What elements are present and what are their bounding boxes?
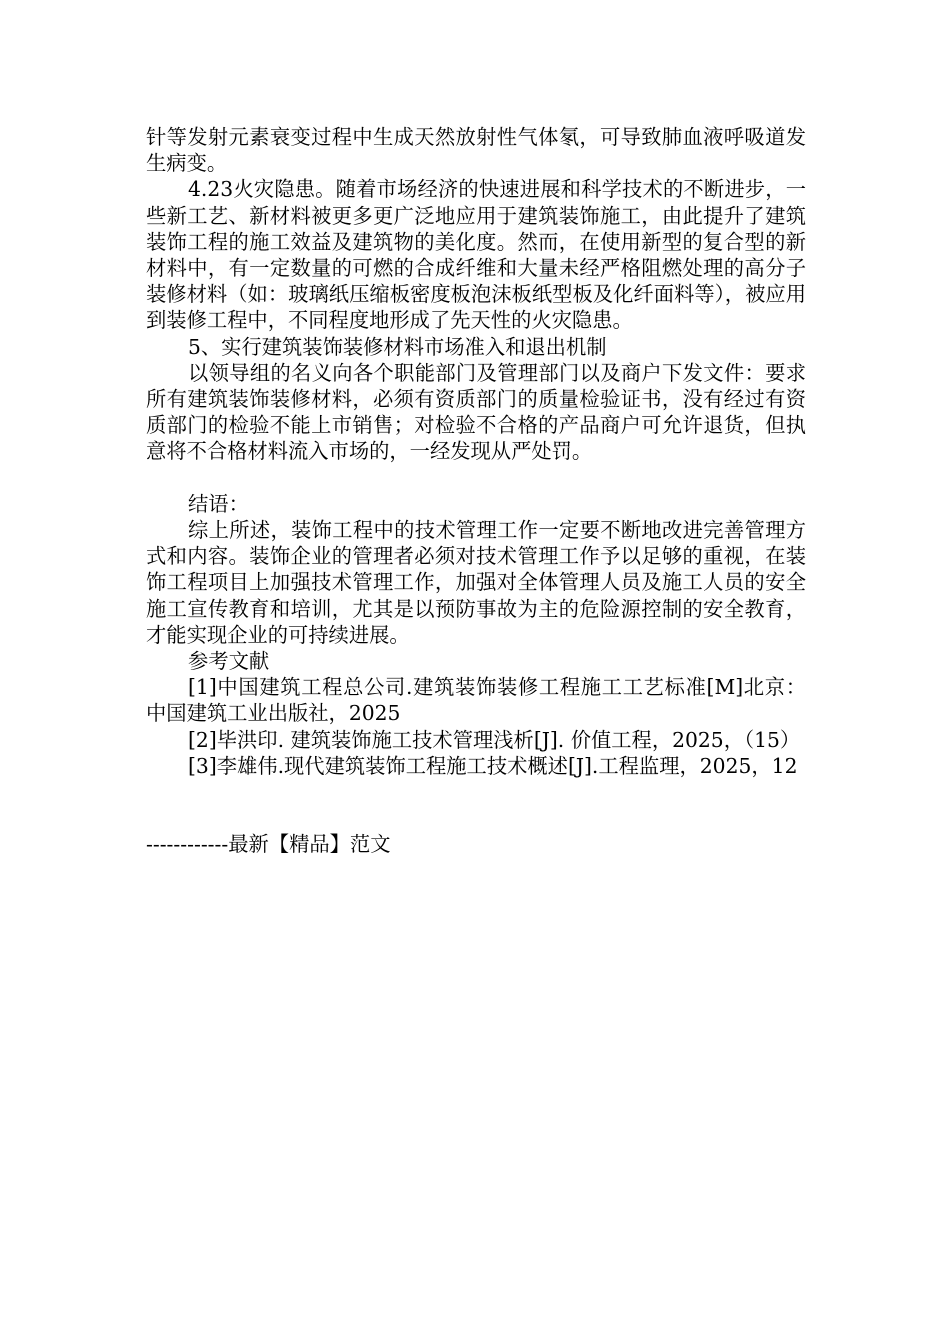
footer-tagline: ------------最新【精品】范文 bbox=[146, 832, 391, 857]
blank-line bbox=[146, 465, 806, 491]
blank-lines bbox=[146, 779, 806, 831]
paragraph-conclusion-body: 综上所述，装饰工程中的技术管理工作一定要不断地改进完善管理方式和内容。装饰企业的管理者必须对技术管理工作予以足够的重视，在装饰工程项目上加强技术管理工作，加强对全体管理人员及施工人员的安全施工宣传教育和培训，尤其是以预防事故为主的危险源控制的安全教育，才能实现企业的可持续进展。 bbox=[146, 518, 806, 647]
references-heading: 参考文献 bbox=[188, 649, 270, 674]
reference-item-3: [3]李雄伟.现代建筑装饰工程施工技术概述[J].工程监理，2025，12 bbox=[188, 753, 798, 778]
section-5-heading: 5、实行建筑装饰装修材料市场准入和退出机制 bbox=[188, 334, 607, 359]
document-body bbox=[146, 124, 806, 858]
paragraph-radon-continuation: 针等发射元素衰变过程中生成天然放射性气体氡，可导致肺血液呼吸道发生病变。 bbox=[146, 125, 806, 176]
paragraph-section-5-body: 以领导组的名义向各个职能部门及管理部门以及商户下发文件：要求所有建筑装饰装修材料，必须有资质部门的质量检验证书，没有经过有资质部门的检验不能上市销售；对检验不合格的产品商户可允许退货，但执意将不合格材料流入市场的，一经发现从严处罚。 bbox=[146, 360, 806, 464]
reference-item-2: [2]毕洪印. 建筑装饰施工技术管理浅析[J]. 价值工程，2025，（15） bbox=[188, 727, 801, 752]
reference-item-1: [1]中国建筑工程总公司.建筑装饰装修工程施工工艺标准[M]北京：中国建筑工业出版社，2025 bbox=[146, 675, 806, 726]
paragraph-fire-hazard: 4.23火灾隐患。随着市场经济的快速进展和科学技术的不断进步，一些新工艺、新材料被更多更广泛地应用于建筑装饰施工，由此提升了建筑装饰工程的施工效益及建筑物的美化度。然而，在使用新型的复合型的新材料中，有一定数量的可燃的合成纤维和大量未经严格阻燃处理的高分子装修材料（如：玻璃纸压缩板密度板泡沫板纸型板及化纤面料等），被应用到装修工程中，不同程度地形成了先天性的火灾隐患。 bbox=[146, 177, 806, 333]
conclusion-heading: 结语： bbox=[188, 491, 249, 516]
